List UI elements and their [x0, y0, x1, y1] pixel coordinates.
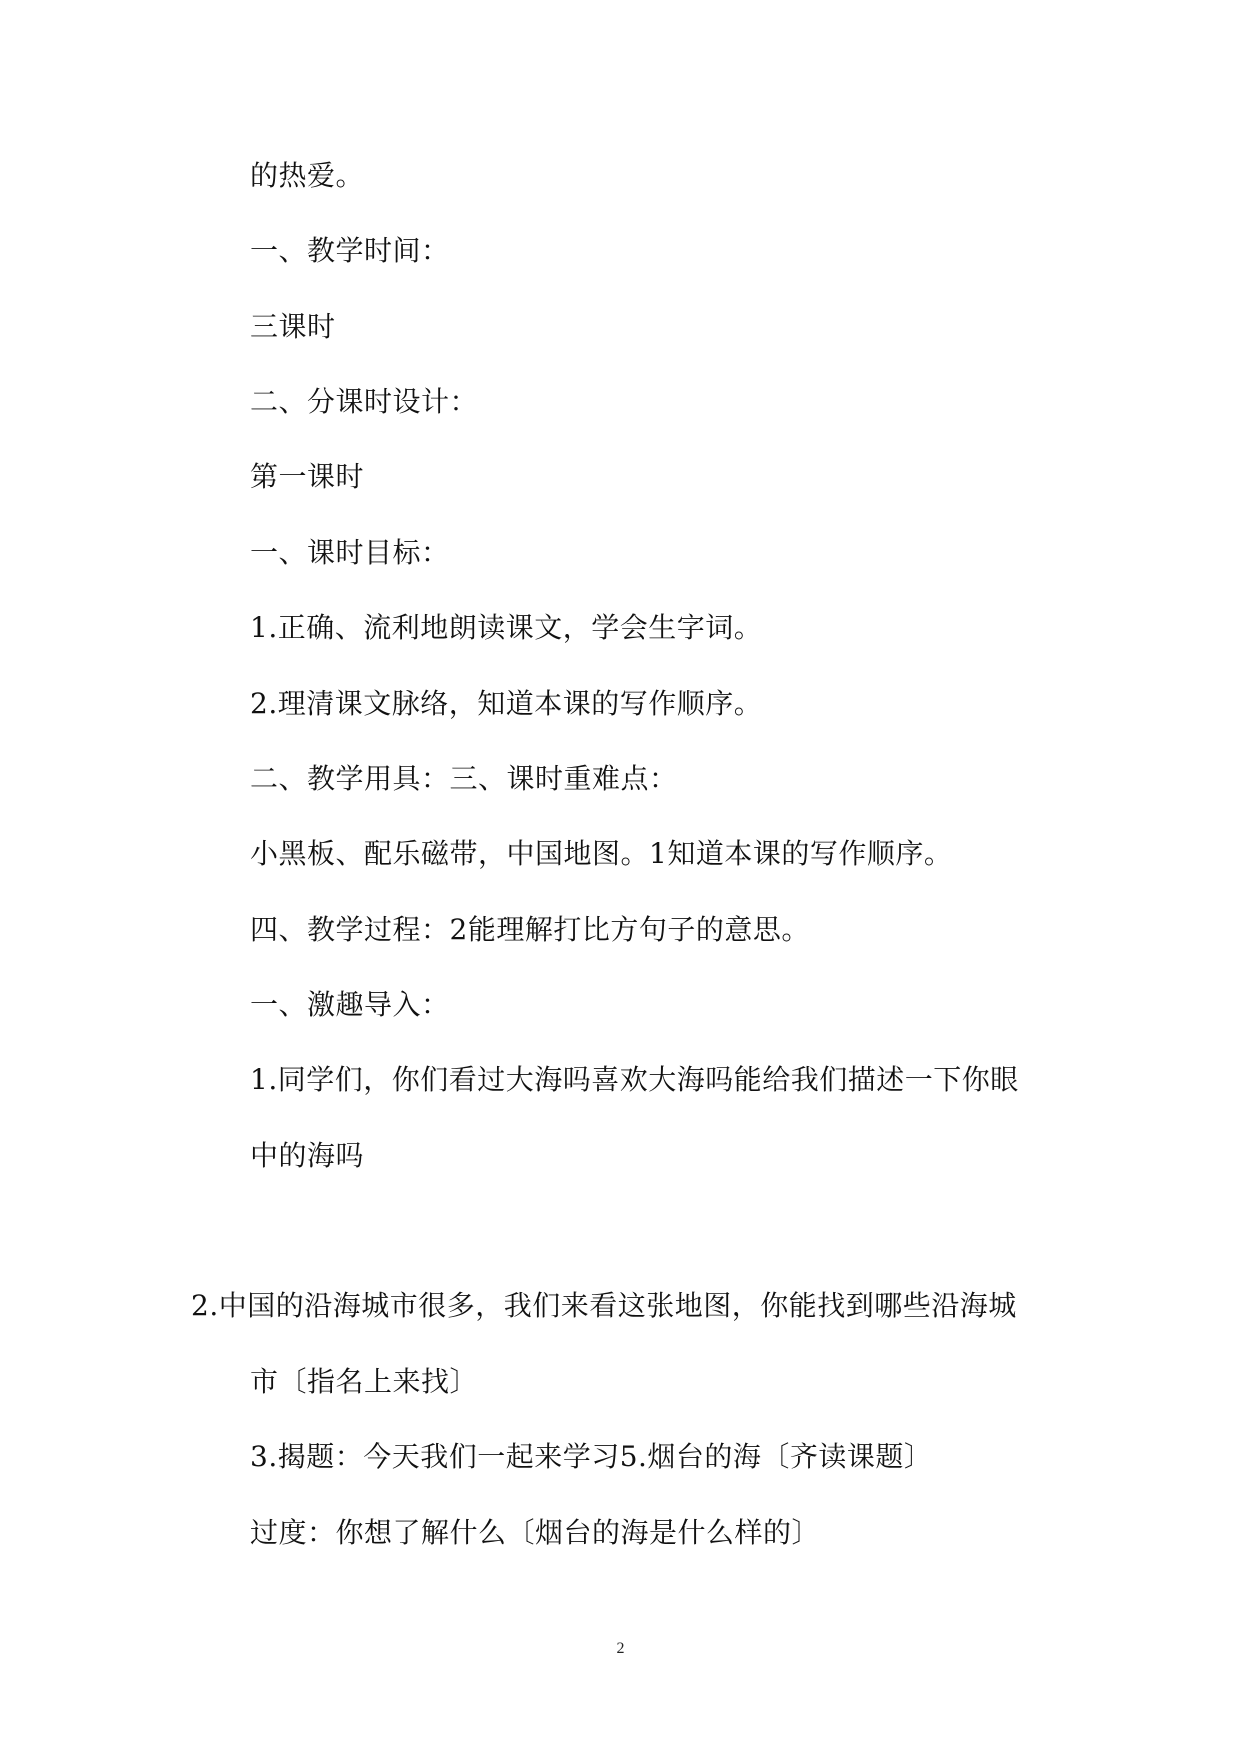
section-heading: 一、激趣导入：	[250, 988, 450, 1021]
text-line: 中的海吗	[250, 1139, 365, 1172]
text-line: 的热爱。	[250, 159, 365, 192]
text-line: 四、教学过程：2能理解打比方句子的意思。	[250, 913, 810, 946]
subsection-heading: 第一课时	[250, 460, 365, 493]
text-line: 小黑板、配乐磁带，中国地图。1知道本课的写作顺序。	[250, 837, 953, 870]
text-line: 三课时	[250, 310, 336, 343]
text-line: 市〔指名上来找〕	[250, 1365, 479, 1398]
section-heading: 二、分课时设计：	[250, 385, 479, 418]
section-heading: 二、教学用具：三、课时重难点：	[250, 762, 678, 795]
text-line: 过度：你想了解什么〔烟台的海是什么样的〕	[250, 1516, 821, 1549]
list-item: 1.正确、流利地朗读课文，学会生字词。	[250, 611, 763, 644]
list-item: 1.同学们，你们看过大海吗喜欢大海吗能给我们描述一下你眼	[250, 1063, 1019, 1096]
list-item: 2.理清课文脉络，知道本课的写作顺序。	[250, 687, 763, 720]
section-heading: 一、课时目标：	[250, 536, 450, 569]
page-number: 2	[616, 1640, 625, 1657]
list-item: 2.中国的沿海城市很多，我们来看这张地图，你能找到哪些沿海城	[191, 1289, 1017, 1322]
list-item: 3.揭题：今天我们一起来学习5.烟台的海〔齐读课题〕	[250, 1440, 933, 1473]
section-heading: 一、教学时间：	[250, 234, 450, 267]
